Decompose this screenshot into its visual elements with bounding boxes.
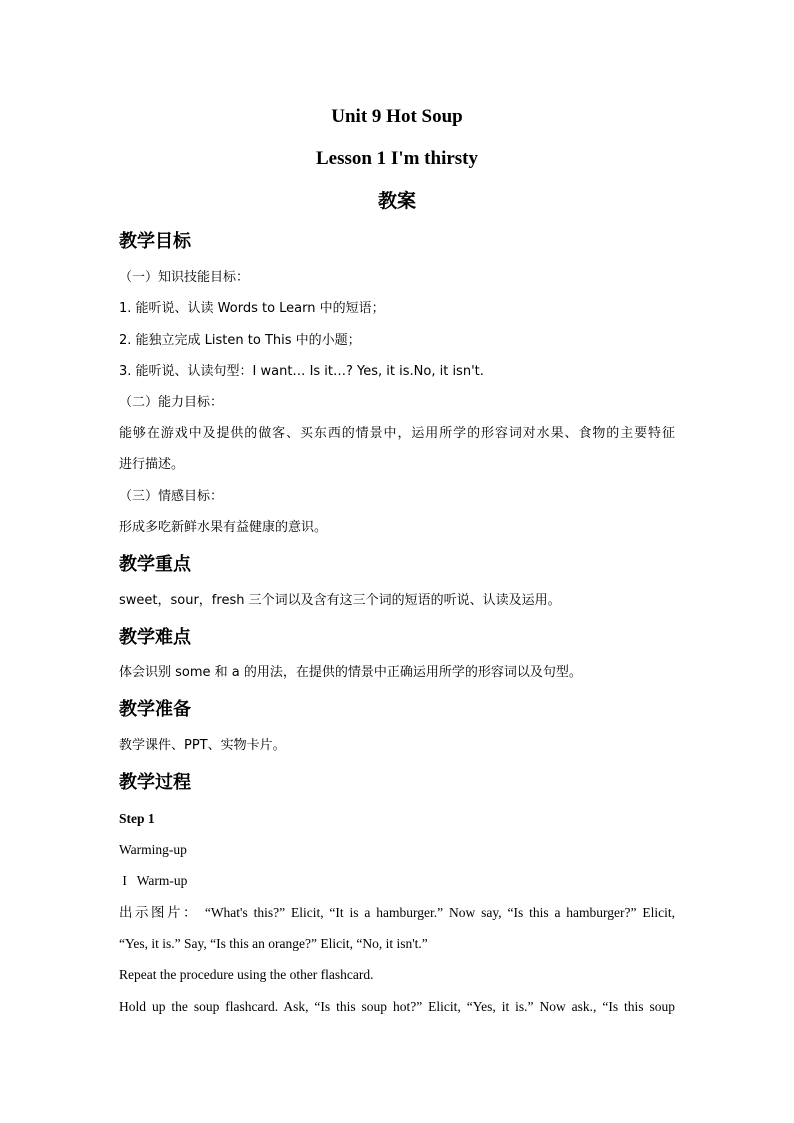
objectives-item3: 3. 能听说、认读句型：I want… Is it…? Yes, it is.No, it isn't. [119,364,484,379]
lesson-title: Lesson 1 I'm thirsty [315,148,479,169]
process-line4: Hold up the soup flashcard. Ask, “Is this soup hot?” Elicit, “Yes, it is.” Now ask., “Is this soup [119,999,675,1014]
objectives-heading: 教学目标 [119,231,191,252]
step-label: Step 1 [119,811,155,826]
process-line3: Repeat the procedure using the other flashcard. [119,967,374,982]
preparation-text: 教学课件、PPT、实物卡片。 [119,738,286,753]
objectives-sub1: （一）知识技能目标： [119,270,250,285]
unit-title: Unit 9 Hot Soup [331,106,463,127]
objectives-sub3: （三）情感目标： [119,489,224,504]
warm-sub-label: I Warm-up [119,873,188,888]
objectives-item1: 1. 能听说、认读 Words to Learn 中的短语； [119,301,385,316]
key-points-text: sweet，sour，fresh 三个词以及含有这三个词的短语的听说、认读及运用。 [119,593,561,608]
process-line2: “Yes, it is.” Say, “Is this an orange?” Elicit, “No, it isn't.” [119,936,428,951]
emotion-text: 形成多吃新鲜水果有益健康的意识。 [119,520,328,535]
objectives-sub2: （二）能力目标： [119,395,224,410]
ability-line1: 能够在游戏中及提供的做客、买东西的情景中，运用所学的形容词对水果、食物的主要特征 [119,426,675,441]
difficulties-text: 体会识别 some 和 a 的用法，在提供的情景中正确运用所学的形容词以及句型。 [119,665,582,680]
warming-label: Warming-up [119,842,187,857]
plan-title: 教案 [377,190,416,212]
process-line1: 出示图片： “What's this?” Elicit, “It is a hamburger.” Now say, “Is this a hamburger?” Elicit, [119,905,675,920]
objectives-item2: 2. 能独立完成 Listen to This 中的小题； [119,333,361,348]
difficulties-heading: 教学难点 [119,627,191,648]
ability-line2: 进行描述。 [119,457,185,472]
process-heading: 教学过程 [119,772,191,793]
key-points-heading: 教学重点 [119,554,191,575]
preparation-heading: 教学准备 [119,699,191,720]
